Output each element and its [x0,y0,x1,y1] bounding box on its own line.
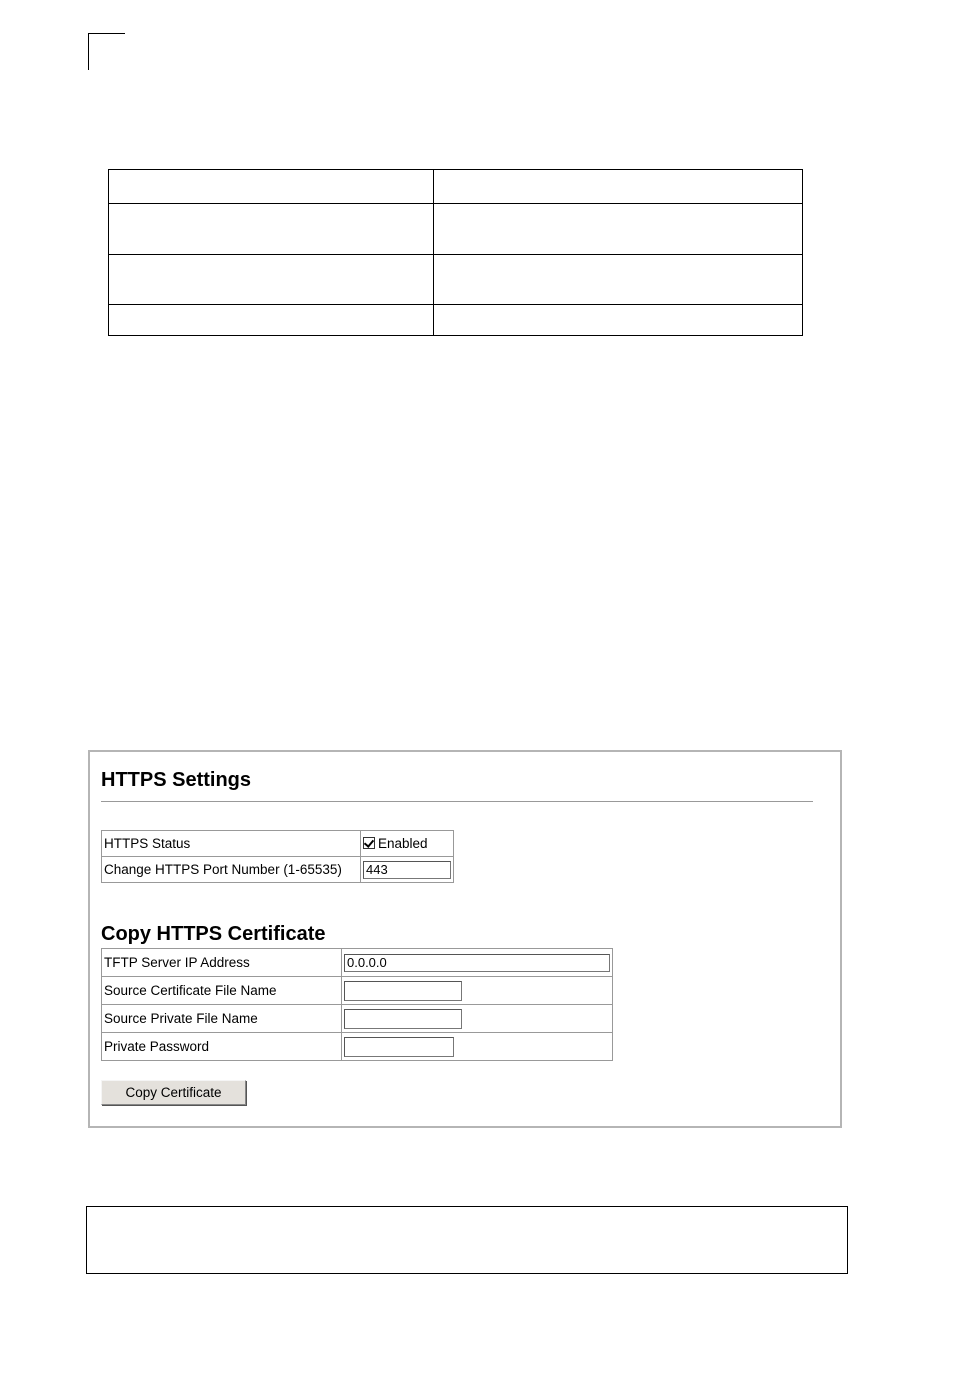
table-cell [434,170,803,204]
https-port-cell [361,857,454,883]
table-row [109,170,803,204]
cert-file-cell [342,977,613,1005]
private-password-cell [342,1033,613,1061]
https-settings-form [101,830,454,883]
reference-table [108,169,803,336]
note-box [86,1206,848,1274]
checkbox-checked-icon[interactable] [363,837,375,849]
page-corner-mark [88,33,125,70]
copy-certificate-button[interactable]: Copy Certificate [101,1080,246,1105]
title-divider [101,801,813,802]
copy-certificate-title: Copy HTTPS Certificate [101,923,326,945]
tftp-server-cell [342,949,613,977]
table-row [109,255,803,305]
https-status-row [102,831,454,857]
private-file-label: Source Private File Name [102,1005,342,1033]
https-settings-title: HTTPS Settings [101,769,252,791]
cert-file-input[interactable] [344,981,462,1001]
private-file-input[interactable] [344,1009,462,1029]
table-row [109,204,803,255]
https-settings-panel [88,750,842,1128]
table-cell [109,204,434,255]
https-port-input[interactable] [363,861,451,879]
https-status-checkbox[interactable] [363,836,428,851]
https-port-row [102,857,454,883]
https-status-label: HTTPS Status [102,831,361,857]
table-cell [434,305,803,336]
tftp-server-row [102,949,613,977]
tftp-server-input[interactable] [344,954,610,972]
table-cell [434,204,803,255]
https-status-checkbox-label: Enabled [378,836,428,851]
private-file-cell [342,1005,613,1033]
tftp-server-label: TFTP Server IP Address [102,949,342,977]
private-password-row [102,1033,613,1061]
table-cell [109,305,434,336]
table-cell [109,170,434,204]
table-cell [109,255,434,305]
https-port-label: Change HTTPS Port Number (1-65535) [102,857,361,883]
copy-certificate-form [101,948,613,1061]
cert-file-row [102,977,613,1005]
table-cell [434,255,803,305]
private-password-label: Private Password [102,1033,342,1061]
private-password-input[interactable] [344,1037,454,1057]
private-file-row [102,1005,613,1033]
table-row [109,305,803,336]
cert-file-label: Source Certificate File Name [102,977,342,1005]
https-status-cell [361,831,454,857]
